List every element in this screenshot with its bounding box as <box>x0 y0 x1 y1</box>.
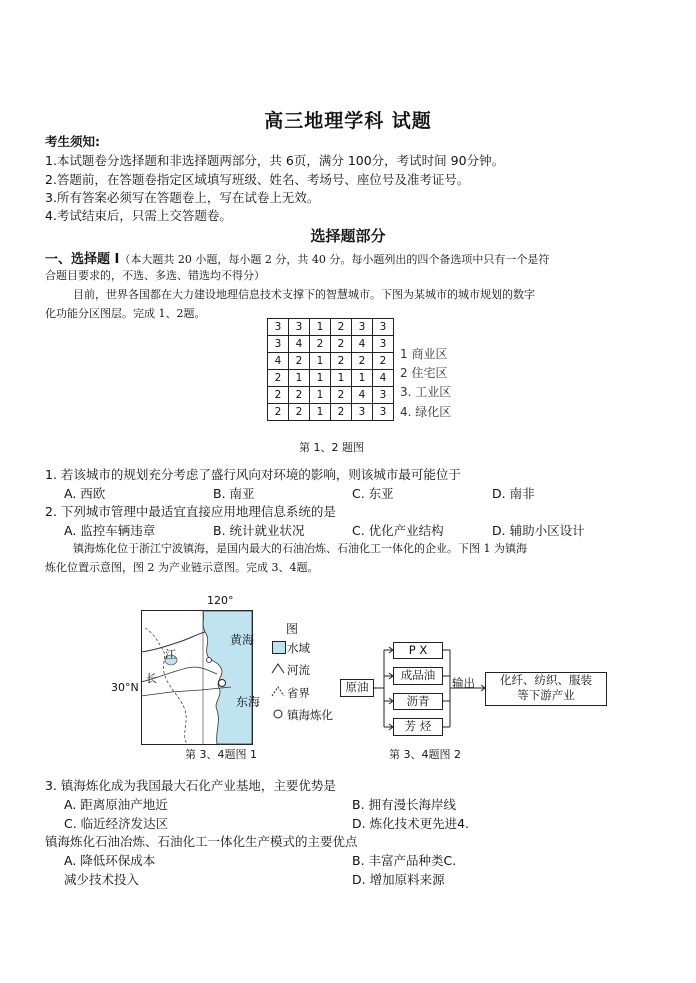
flow-node-product: P X <box>393 642 443 659</box>
notice-item: 3.所有答案必须写在答题卷上，写在试卷上无效。 <box>45 190 320 205</box>
grid-row <box>268 404 394 421</box>
q1-option-a: A. 西欧 <box>64 486 106 501</box>
q4-option-c: 减少技术投入 <box>64 872 140 887</box>
q3-option-a: A. 距离原油产地近 <box>64 797 168 812</box>
river-icon <box>271 662 285 674</box>
map-caption: 第 3、4题图 1 <box>185 748 257 761</box>
part1-instructions-line1: （本大题共 20 小题，每小题 2 分，共 40 分。每小题列出的四个备选项中只有一个是符 <box>119 253 550 266</box>
grid-cell: 3 <box>289 319 310 336</box>
grid-cell: 1 <box>352 370 373 387</box>
intro12-line2: 化功能分区图层。完成 1、2题。 <box>45 307 206 320</box>
q2-option-a: A. 监控车辆违章 <box>64 523 156 538</box>
part1-instructions <box>45 248 549 267</box>
q3-stem: 3. 镇海炼化成为我国最大石化产业基地，主要优势是 <box>45 778 336 793</box>
map-label-province-1: 江 <box>165 648 176 661</box>
province-border-icon <box>271 685 285 697</box>
zoning-grid <box>267 318 394 421</box>
grid-cell: 1 <box>331 370 352 387</box>
section-title: 选择题部分 <box>310 227 386 245</box>
intro12-line1: 目前，世界各国都在大力建设地理信息技术支撑下的智慧城市。下图为某城市的城市规划的数字 <box>73 288 535 301</box>
downstream-line2: 等下游产业 <box>517 688 575 702</box>
grid-legend-item: 4. 绿化区 <box>400 405 452 419</box>
grid-cell: 3 <box>373 319 394 336</box>
grid-cell: 1 <box>310 387 331 404</box>
map-legend-item: 河流 <box>287 663 310 677</box>
grid-row <box>268 353 394 370</box>
map-city-marker <box>207 658 212 663</box>
grid-cell: 1 <box>310 404 331 421</box>
map-legend-item: 省界 <box>287 686 310 700</box>
grid-cell: 2 <box>331 404 352 421</box>
grid-cell: 2 <box>289 404 310 421</box>
grid-legend-item: 3. 工业区 <box>400 385 452 399</box>
q4-stem: 镇海炼化石油冶炼、石油化工一体化生产模式的主要优点 <box>45 834 358 849</box>
paper-title: 高三地理学科 试题 <box>264 110 432 132</box>
flow-output-label: 输出 <box>452 676 475 690</box>
grid-cell: 2 <box>268 404 289 421</box>
q2-option-b: B. 统计就业状况 <box>213 523 305 538</box>
grid-row <box>268 336 394 353</box>
q1-option-d: D. 南非 <box>492 486 535 501</box>
grid-cell: 3 <box>268 319 289 336</box>
notice-item: 2.答题前，在答题卷指定区域填写班级、姓名、考场号、座位号及准考证号。 <box>45 172 470 187</box>
intro34-line1: 镇海炼化位于浙江宁波镇海，是国内最大的石油冶炼、石油化工一体化的企业。下图 1 为镇海 <box>73 542 527 555</box>
zoning-grid-figure <box>267 318 394 421</box>
zhenhai-refinery-marker <box>219 680 226 687</box>
map-label-yellow-sea: 黄海 <box>230 633 255 647</box>
q4-option-b: B. 丰富产品种类C. <box>352 853 457 868</box>
grid-cell: 4 <box>352 336 373 353</box>
map-latitude-label: 30°N <box>111 681 139 694</box>
grid-cell: 1 <box>310 370 331 387</box>
notice-item: 1.本试题卷分选择题和非选择题两部分，共 6页，满分 100分，考试时间 90分钟。 <box>45 153 505 168</box>
grid-cell: 2 <box>331 353 352 370</box>
grid-cell: 2 <box>331 319 352 336</box>
downstream-line1: 化纤、纺织、服装 <box>500 673 592 687</box>
grid-cell: 4 <box>373 370 394 387</box>
grid-cell: 2 <box>289 353 310 370</box>
flow-caption: 第 3、4题图 2 <box>389 748 461 761</box>
grid-cell: 1 <box>289 370 310 387</box>
q3-option-d: D. 炼化技术更先进4. <box>352 816 469 831</box>
grid-cell: 2 <box>373 353 394 370</box>
map-legend-title: 图 <box>286 622 299 636</box>
flow-node-product: 沥青 <box>393 693 443 710</box>
q4-option-d: D. 增加原料来源 <box>352 872 445 887</box>
grid-cell: 2 <box>268 370 289 387</box>
q2-stem: 2. 下列城市管理中最适宜直接应用地理信息系统的是 <box>45 504 336 519</box>
grid-cell: 4 <box>352 387 373 404</box>
grid-cell: 4 <box>268 353 289 370</box>
grid-cell: 2 <box>331 336 352 353</box>
grid-row <box>268 387 394 404</box>
q2-option-c: C. 优化产业结构 <box>352 523 444 538</box>
grid-cell: 4 <box>289 336 310 353</box>
grid-cell: 3 <box>373 404 394 421</box>
flow-node-product: 成品油 <box>393 667 443 685</box>
q3-option-b: B. 拥有漫长海岸线 <box>352 797 457 812</box>
grid-caption: 第 1、2 题图 <box>299 441 364 454</box>
legend-water-swatch <box>272 641 286 654</box>
q1-option-b: B. 南亚 <box>213 486 255 501</box>
flow-node-product: 芳 烃 <box>393 718 443 736</box>
grid-row <box>268 370 394 387</box>
map-legend-item: 镇海炼化 <box>287 708 333 722</box>
q2-option-d: D. 辅助小区设计 <box>492 523 585 538</box>
grid-cell: 2 <box>310 336 331 353</box>
grid-cell: 1 <box>310 319 331 336</box>
grid-row <box>268 319 394 336</box>
grid-cell: 2 <box>331 387 352 404</box>
refinery-marker-icon <box>271 707 285 721</box>
grid-cell: 3 <box>373 336 394 353</box>
map-label-east-sea: 东海 <box>236 695 261 709</box>
grid-cell: 2 <box>268 387 289 404</box>
grid-cell: 3 <box>352 319 373 336</box>
notice-item: 4.考试结束后，只需上交答题卷。 <box>45 208 232 223</box>
grid-cell: 3 <box>268 336 289 353</box>
grid-legend-item: 2 住宅区 <box>400 366 448 380</box>
q1-option-c: C. 东亚 <box>352 486 394 501</box>
grid-cell: 3 <box>352 404 373 421</box>
map-longitude-label: 120° <box>207 594 234 607</box>
grid-legend-item: 1 商业区 <box>400 347 448 361</box>
grid-cell: 2 <box>352 353 373 370</box>
flow-node-downstream <box>485 672 607 706</box>
q1-stem: 1. 若该城市的规划充分考虑了盛行风向对环境的影响，则该城市最可能位于 <box>45 467 461 482</box>
map-legend-item: 水域 <box>287 641 310 655</box>
map-label-province-2: 长 <box>146 672 157 685</box>
grid-cell: 2 <box>289 387 310 404</box>
notice-heading: 考生须知: <box>45 134 100 149</box>
part1-label: 一、选择题 I <box>45 252 120 267</box>
q4-option-a: A. 降低环保成本 <box>64 853 156 868</box>
intro34-line2: 炼化位置示意图，图 2 为产业链示意图。完成 3、4题。 <box>45 561 319 574</box>
part1-instructions-line2: 合题目要求的，不选、多选、错选均不得分） <box>45 269 265 282</box>
grid-cell: 3 <box>373 387 394 404</box>
grid-cell: 1 <box>310 353 331 370</box>
q3-option-c: C. 临近经济发达区 <box>64 816 169 831</box>
flow-node-crude-oil: 原油 <box>340 679 374 697</box>
